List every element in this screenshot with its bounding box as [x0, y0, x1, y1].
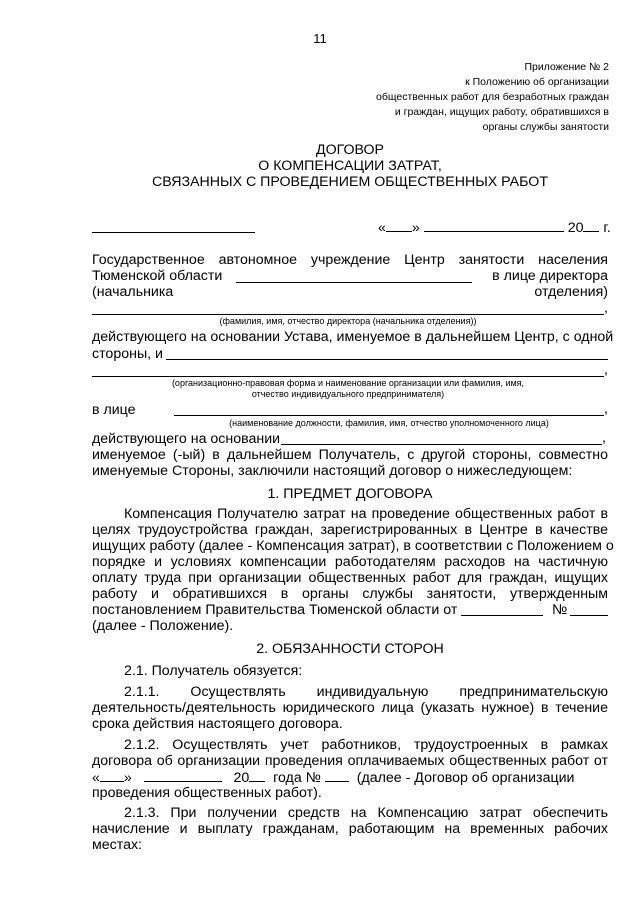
- decree-number-blank[interactable]: [570, 615, 608, 616]
- paragraph-line: местах:: [92, 837, 143, 853]
- paragraph-line: целях трудоустройства граждан, зарегистрированных в Центре в качестве: [92, 522, 608, 538]
- representative-blank[interactable]: [174, 415, 604, 416]
- caption: (фамилия, имя, отчество директора (начальника отделения)): [219, 316, 477, 326]
- appendix-note: [376, 60, 609, 135]
- party1-line: (начальника: [92, 284, 174, 300]
- document-title: ДОГОВОР: [315, 142, 385, 158]
- party2-line: именуемые Стороны, заключили настоящий договор о нижеследующем:: [92, 463, 573, 479]
- party1-line: Государственное автономное учреждение Центр занятости населения: [92, 252, 608, 268]
- party1-line: действующего на основании Устава, именуемое в дальнейшем Центр, с одной: [92, 329, 614, 345]
- paragraph-line: деятельность/деятельность юридического лица (указать нужное) в течение: [92, 700, 608, 716]
- document-subtitle: О КОМПЕНСАЦИИ ЗАТРАТ,: [258, 158, 442, 174]
- appendix-line: к Положению об организации: [465, 76, 609, 88]
- comma: ,: [604, 401, 608, 417]
- number-sign: №: [552, 602, 568, 618]
- section-heading: 2. ОБЯЗАННОСТИ СТОРОН: [256, 641, 444, 657]
- paragraph-line: (далее - Положение).: [92, 618, 234, 634]
- paragraph-line: оплату труда при организации общественных работ для граждан, ищущих: [92, 570, 608, 586]
- appendix-line: Приложение № 2: [524, 61, 609, 73]
- org-name-blank[interactable]: [236, 282, 472, 283]
- appendix-line: и граждан, ищущих работу, обратившихся в: [394, 106, 609, 118]
- paragraph-line: 2.1.1. Осуществлять индивидуальную предпринимательскую: [124, 684, 608, 700]
- day-blank[interactable]: [386, 219, 412, 232]
- party2-blank[interactable]: [166, 359, 608, 360]
- caption: (организационно-правовая форма и наименование организации или фамилия, имя,: [171, 378, 525, 388]
- place-blank[interactable]: [92, 232, 255, 233]
- date-line: « » 20 г.: [378, 220, 611, 236]
- paragraph-line: 2.1.2. Осуществлять учет работников, трудоустроенных в рамках: [124, 737, 608, 753]
- section-heading: 1. ПРЕДМЕТ ДОГОВОРА: [267, 486, 433, 502]
- paragraph-line: 2.1.3. При получении средств на Компенсацию затрат обеспечить: [124, 805, 608, 821]
- caption: отчество индивидуального предпринимателя): [251, 389, 445, 399]
- comma: ,: [604, 300, 608, 316]
- party1-line: в лице директора: [492, 268, 608, 284]
- paragraph-line: работу и обратившихся в органы службы занятости, утвержденным: [92, 586, 608, 602]
- paragraph-line: срока действия настоящего договора.: [92, 716, 343, 732]
- comma: ,: [602, 430, 606, 446]
- party1-line: отделения): [534, 284, 608, 300]
- year-blank[interactable]: [249, 769, 265, 782]
- paragraph-line: проведения общественных работ).: [92, 785, 322, 801]
- basis-blank[interactable]: [281, 444, 602, 445]
- paragraph-line: « » 20 года № (далее - Договор об организации: [92, 770, 575, 786]
- paragraph-line: постановлением Правительства Тюменской области от: [92, 602, 458, 618]
- page-number: 11: [313, 31, 327, 46]
- party2-line: именуемое (-ый) в дальнейшем Получатель, с другой стороны, совместно: [92, 447, 608, 463]
- comma: ,: [604, 362, 608, 378]
- in-person-label: в лице: [92, 402, 136, 418]
- appendix-line: общественных работ для безработных граждан: [375, 91, 609, 103]
- paragraph-line: Компенсация Получателю затрат на проведение общественных работ в: [124, 506, 608, 522]
- paragraph-line: 2.1. Получатель обязуется:: [124, 663, 303, 679]
- appendix-line: органы службы занятости: [482, 121, 609, 133]
- day-blank[interactable]: [100, 769, 124, 782]
- paragraph-line: ищущих работу (далее - Компенсация затрат), в соответствии с Положением о: [92, 538, 614, 554]
- month-blank[interactable]: [144, 769, 222, 782]
- document-subtitle: СВЯЗАННЫХ С ПРОВЕДЕНИЕМ ОБЩЕСТВЕННЫХ РАБОТ: [152, 174, 548, 190]
- contract-number-blank[interactable]: [325, 769, 349, 782]
- party2-blank[interactable]: [92, 376, 604, 377]
- party1-line: стороны, и: [92, 346, 163, 362]
- month-blank[interactable]: [424, 219, 564, 232]
- paragraph-line: договора об организации проведения оплачиваемых общественных работ от: [92, 753, 608, 769]
- paragraph-line: порядке и условиях компенсации работодателям расходов на частичную: [92, 554, 608, 570]
- decree-date-blank[interactable]: [461, 615, 543, 616]
- paragraph-line: начисление и выплату гражданам, работающим на временных рабочих: [92, 821, 608, 837]
- year-blank[interactable]: [583, 219, 599, 232]
- director-name-blank[interactable]: [92, 314, 604, 315]
- caption: (наименование должности, фамилия, имя, отчество уполномоченного лица): [229, 418, 549, 428]
- party2-line: действующего на основании: [92, 431, 281, 447]
- party1-line: Тюменской области: [92, 268, 223, 284]
